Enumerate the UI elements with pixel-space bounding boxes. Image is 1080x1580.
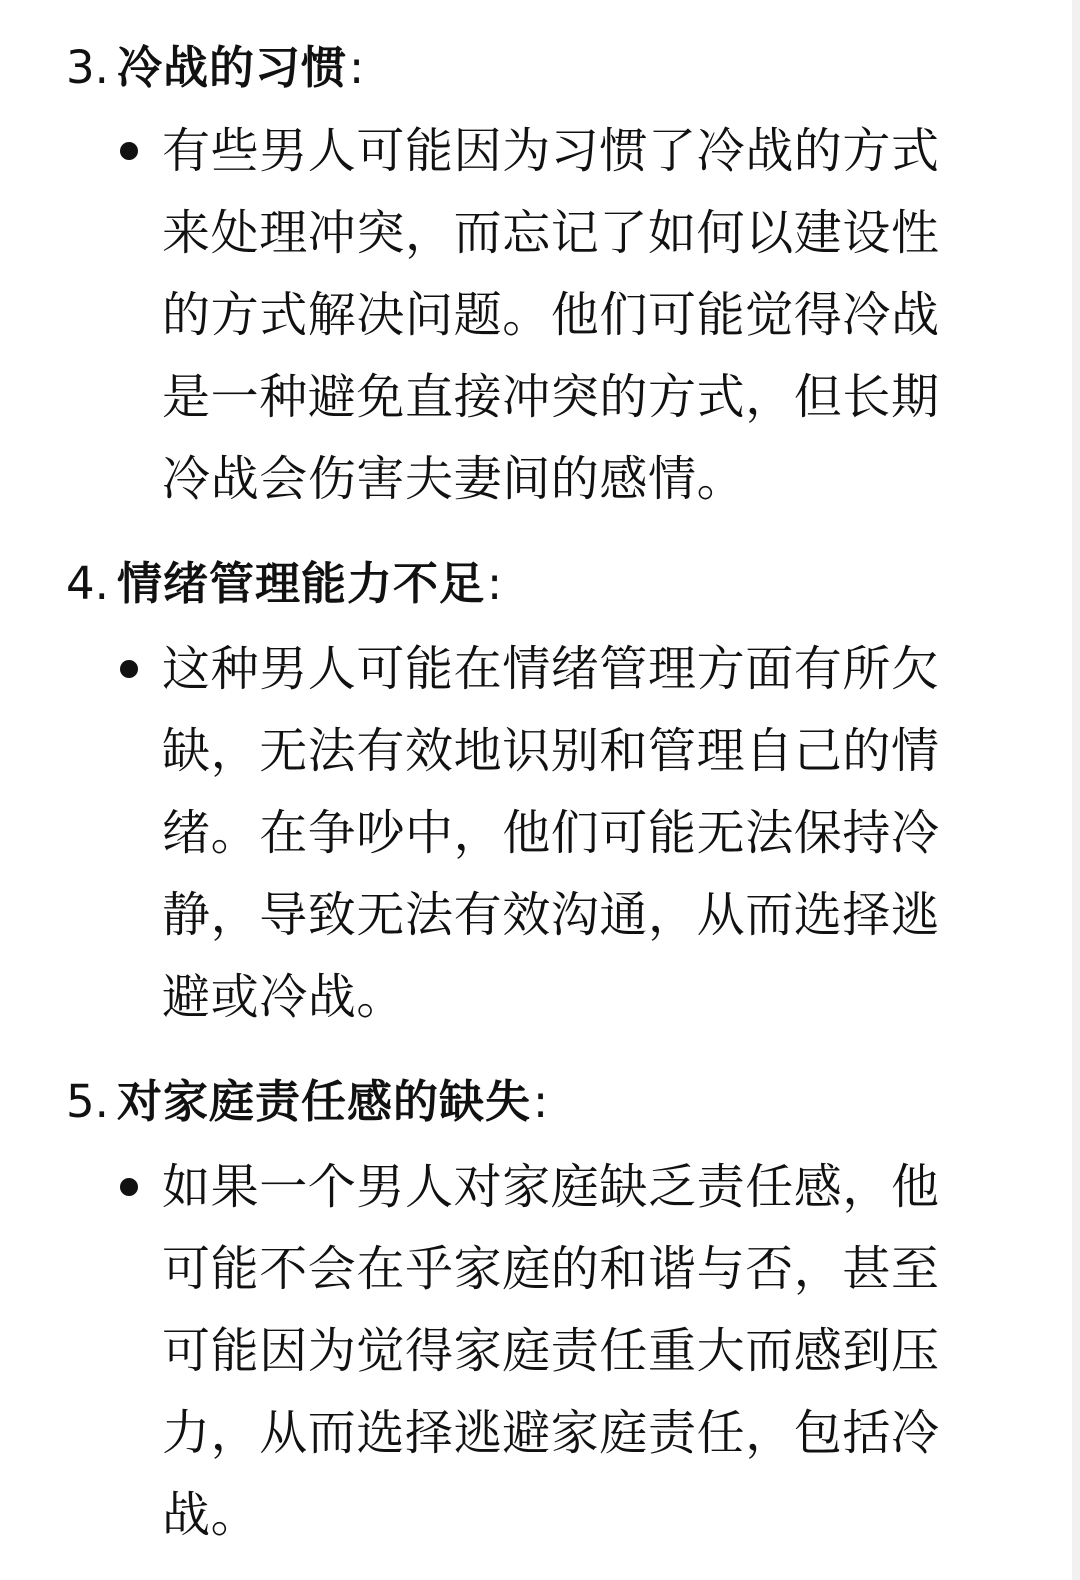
paragraph-line: 静，导致无法有效沟通，从而选择逃 xyxy=(162,887,940,943)
paragraph-line: 有些男人可能因为习惯了冷战的方式 xyxy=(162,123,940,179)
heading-colon: : xyxy=(348,41,365,94)
paragraph-line: 力，从而选择逃避家庭责任，包括冷 xyxy=(162,1405,940,1461)
section-heading xyxy=(66,32,364,104)
bullet-paragraph xyxy=(162,110,1000,520)
paragraph-line: 的方式解决问题。他们可能觉得冷战 xyxy=(162,287,940,343)
paragraph-line: 缺，无法有效地识别和管理自己的情 xyxy=(162,723,940,779)
paragraph-line: 可能不会在乎家庭的和谐与否，甚至 xyxy=(162,1241,940,1297)
bullet-dot-icon xyxy=(120,1178,138,1196)
bullet-dot-icon xyxy=(120,142,138,160)
paragraph-line: 如果一个男人对家庭缺乏责任感，他 xyxy=(162,1159,940,1215)
paragraph-line: 战。 xyxy=(162,1487,260,1543)
list-number: 5. xyxy=(66,1075,109,1128)
section-heading xyxy=(66,548,502,620)
paragraph-line: 避或冷战。 xyxy=(162,969,406,1025)
bullet-dot-icon xyxy=(120,660,138,678)
section-title: 情绪管理能力不足 xyxy=(116,557,485,610)
paragraph-line: 冷战会伤害夫妻间的感情。 xyxy=(162,451,746,507)
bullet-paragraph xyxy=(162,628,1000,1038)
heading-colon: : xyxy=(532,1075,549,1128)
bullet-paragraph xyxy=(162,1146,1000,1556)
paragraph-line: 来处理冲突，而忘记了如何以建设性 xyxy=(162,205,940,261)
paragraph-line: 是一种避免直接冲突的方式，但长期 xyxy=(162,369,940,425)
paragraph-line: 绪。在争吵中，他们可能无法保持冷 xyxy=(162,805,940,861)
heading-colon: : xyxy=(486,557,503,610)
paragraph-line: 这种男人可能在情绪管理方面有所欠 xyxy=(162,641,940,697)
paragraph-line: 可能因为觉得家庭责任重大而感到压 xyxy=(162,1323,940,1379)
list-number: 3. xyxy=(66,41,109,94)
section-heading xyxy=(66,1066,548,1138)
section-title: 对家庭责任感的缺失 xyxy=(116,1075,531,1128)
section-title: 冷战的习惯 xyxy=(116,41,347,94)
list-number: 4. xyxy=(66,557,109,610)
